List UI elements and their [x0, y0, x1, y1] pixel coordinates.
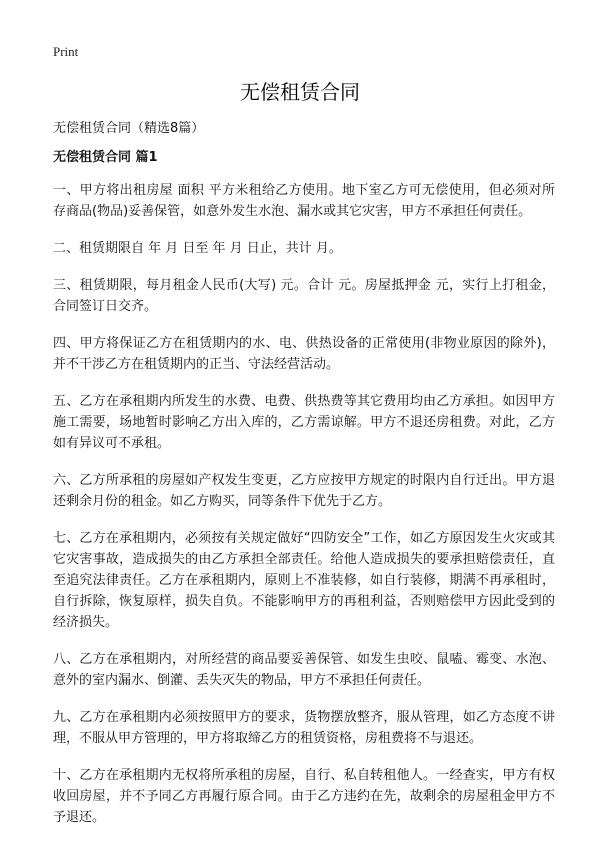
clause-4: 四、甲方将保证乙方在租赁期内的水、电、供热设备的正常使用(非物业原因的除外)，并不干涉乙方在租赁期内的正当、守法经营活动。 — [53, 336, 555, 372]
clause-1: 一、甲方将出租房屋 面积 平方米租给乙方使用。地下室乙方可无偿使用，但必须对所存商品(物品)妥善保管，如意外发生水泡、漏水或其它灾害，甲方不承担任何责任。 — [53, 183, 555, 219]
document-body — [53, 180, 555, 844]
clause-8: 八、乙方在承租期内，对所经营的商品要妥善保管、如发生虫咬、鼠嗑、霉变、水泡、意外的室内漏水、倒灌、丢失灭失的物品，甲方不承担任何责任。 — [53, 652, 555, 688]
clause-3: 三、租赁期限，每月租金人民币(大写) 元。合计 元。房屋抵押金 元，实行上打租金，合同签订日交齐。 — [53, 278, 555, 314]
section-heading: 无偿租赁合同 篇1 — [53, 150, 158, 165]
document-subtitle: 无偿租赁合同（精选8篇） — [53, 121, 205, 136]
clause-6: 六、乙方所承租的房屋如产权发生变更，乙方应按甲方规定的时限内自行迁出。甲方退还剩余月份的租金。如乙方购买，同等条件下优先于乙方。 — [53, 473, 555, 509]
clause-5: 五、乙方在承租期内所发生的水费、电费、供热费等其它费用均由乙方承担。如因甲方施工需要，场地暂时影响乙方出入库的，乙方需谅解。甲方不退还房租费。对此，乙方如有异议可不承租。 — [53, 394, 555, 451]
print-label: Print — [53, 44, 79, 59]
document-title: 无偿租赁合同 — [240, 80, 360, 104]
clause-7: 七、乙方在承租期内，必须按有关规定做好“四防安全”工作，如乙方原因发生火灾或其它灾害事故，造成损失的由乙方承担全部责任。给他人造成损失的要承担赔偿责任，直至追究法律责任。乙方在承租期内，原则上不准装修，如自行装修，期满不再承租时，自行拆除，恢复原样，损失自负。不能影响甲方的再租利益，否则赔偿甲方因此受到的经济损失。 — [53, 531, 555, 630]
clause-2: 二、租赁期限自 年 月 日至 年 月 日止，共计 月。 — [53, 241, 342, 256]
clause-9: 九、乙方在承租期内必须按照甲方的要求，货物摆放整齐，服从管理，如乙方态度不讲理，不服从甲方管理的，甲方将取缔乙方的租赁资格，房租费将不与退还。 — [53, 710, 555, 746]
clause-10: 十、乙方在承租期内无权将所承租的房屋，自行、私自转租他人。一经查实，甲方有权收回房屋，并不予同乙方再履行原合同。由于乙方违约在先，故剩余的房屋租金甲方不予退还。 — [53, 768, 555, 825]
